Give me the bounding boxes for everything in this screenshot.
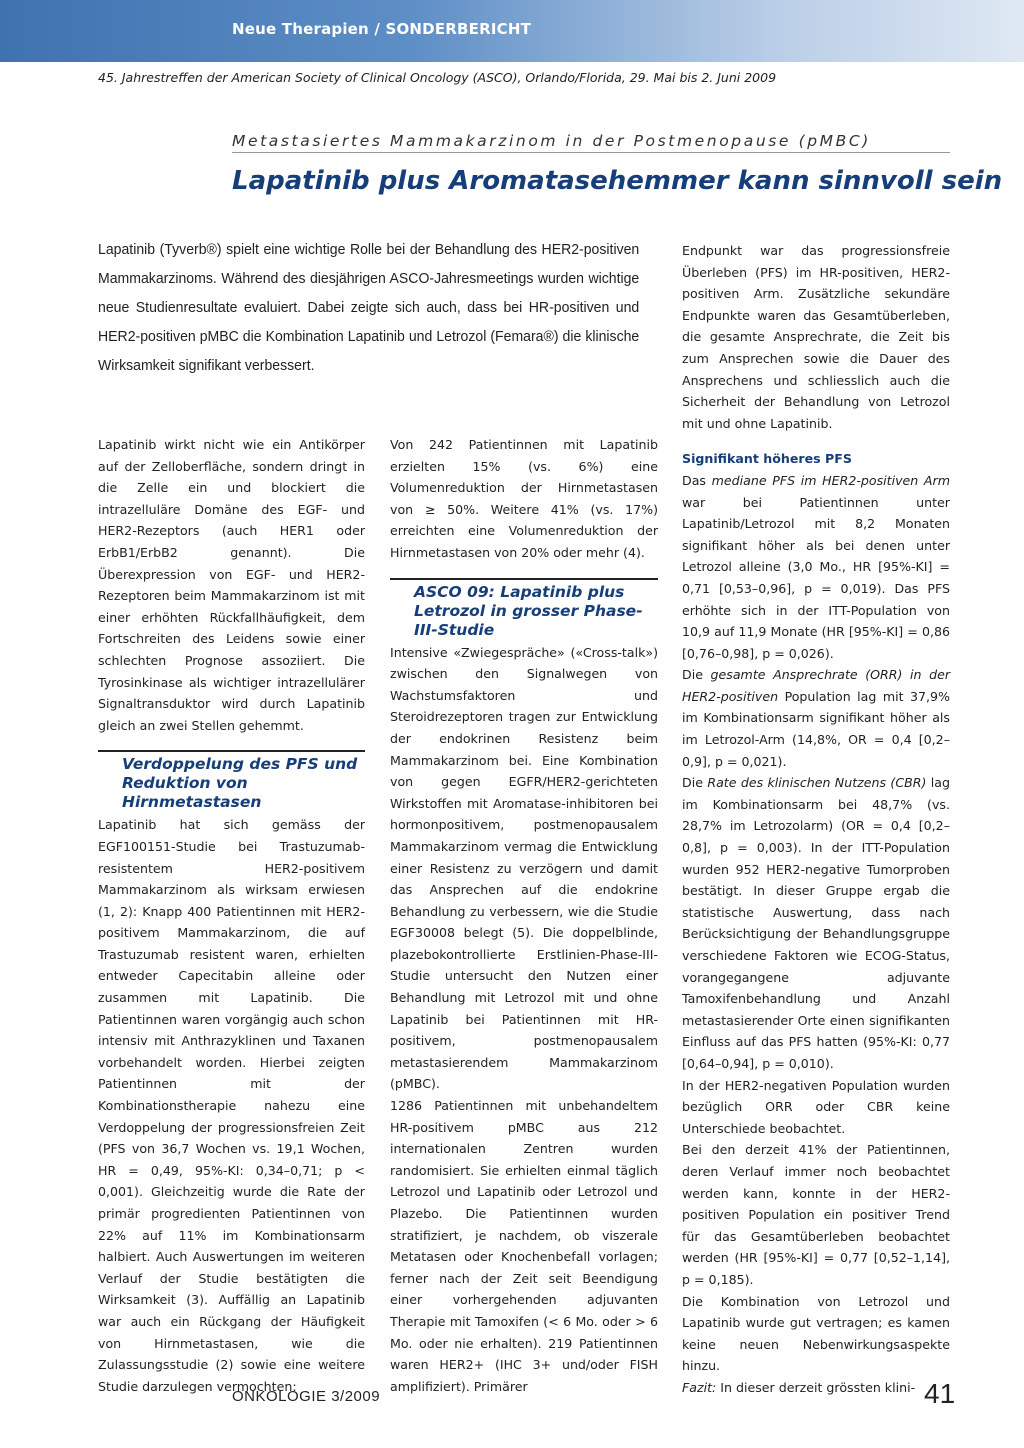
- text: In dieser derzeit grössten klini-: [716, 1379, 916, 1395]
- paragraph: Bei den derzeit 41% der Patientinnen, deren Verlauf immer noch beobachtet werden kann, konnte in der HER2-positiven Population ein positiver Trend für das Gesamtüberleben beobachtet werden (HR [95%-KI] = 0,77 [0,52–1,14], p = 0,185).: [682, 1142, 950, 1287]
- text: Die: [682, 667, 711, 683]
- text: lag im Kombinationsarm bei 48,7% (vs. 28,7% im Letrozolarm) (OR = 0,4 [0,2–0,8], p = 0,003). In der ITT-Population wurden 952 HER2-negative Tumorproben bestätigt. In dieser Gruppe ergab die statistische Auswertung, dass nach Berücksichtigung der Behandlungsgruppe verschiedene Faktoren wie ECOG-Status, vorangegangene adjuvante Tamoxifenbehandlung und Anzahl metastasierender Orte einen signifikanten Einfluss auf das PFS hatten (95%-KI: 0,77 [0,64–0,94], p = 0,010).: [682, 775, 950, 1071]
- emphasis: mediane PFS im HER2-positiven Arm: [711, 472, 950, 488]
- paragraph: [682, 772, 950, 1074]
- article-lead: Lapatinib (Tyverb®) spielt eine wichtige Rolle bei der Behandlung des HER2-positiven Mammakarzinoms. Während des diesjährigen ASCO-Jahresmeetings wurden wichtige neue Studienresultate evaluiert. Dabei zeigte sich auch, dass bei HR-positiven und HER2-positiven pMBC die Kombination Lapatinib und Letrozol (Femara®) die klinische Wirksamkeit signifikant verbessert.: [98, 242, 640, 374]
- article-kicker: Metastasiertes Mammakarzinom in der Postmenopause (pMBC): [232, 132, 950, 153]
- paragraph: [682, 470, 950, 664]
- paragraph: [682, 1377, 950, 1399]
- emphasis: Fazit:: [682, 1379, 717, 1395]
- column-2: [390, 434, 658, 1397]
- section-heading: ASCO 09: Lapatinib plus Letrozol in grosser Phase-III-Studie: [390, 578, 658, 642]
- paragraph: Lapatinib hat sich gemäss der EGF100151-Studie bei Trastuzumab-resistentem HER2-positivem Mammakarzinom als wirksam erwiesen (1, 2): Knapp 400 Patientinnen mit HER2-positivem Mammakarzinom, die auf Trastuzumab resistent waren, erhielten entweder Capecitabin alleine oder zusammen mit Lapatinib. Die Patientinnen waren vorgängig auch schon intensiv mit Anthrazyklinen und Taxanen vorbehandelt worden. Hierbei zeigten Patientinnen mit der Kombinationstherapie nahezu eine Verdoppelung der progressionsfreien Zeit (PFS von 36,7 Wochen vs. 19,1 Wochen, HR = 0,49, 95%-KI: 0,34–0,71; p < 0,001). Gleichzeitig wurde die Rate der primär progredienten Patientinnen von 22% auf 11% im Kombinationsarm halbiert. Auch Auswertungen im weiteren Verlauf der Studie bestätigten die Wirksamkeit (3). Auffällig an Lapatinib war auch ein Rückgang der Häufigkeit von Hirnmetastasen, wie die Zulassungsstudie (2) sowie eine weitere Studie darzulegen vermochten:: [98, 817, 365, 1394]
- paragraph: Intensive «Zwiegespräche» («Cross-talk») zwischen den Signalwegen von Wachstumsfaktoren und Steroidrezeptoren tragen zur Entwicklung der endokrinen Resistenz beim Mammakarzinom bei. Eine Kombination von gegen EGFR/HER2-gerichteten Wirkstoffen mit Aromatase-inhibitoren bei hormonpositivem, postmenopausalem Mammakarzinom vermag die Entwicklung einer Resistenz zu verzögern und damit das Ansprechen auf die endokrine Behandlung zu verbessern, wie die Studie EGF30008 belegt (5). Die doppelblinde, plazebokontrollierte Erstlinien-Phase-III-Studie untersucht den Nutzen einer Behandlung mit Letrozol mit und ohne Lapatinib bei Patientinnen mit HR-positivem, postmenopausalem metastasierendem Mammakarzinom (pMBC).: [390, 644, 658, 1092]
- paragraph: 1286 Patientinnen mit unbehandeltem HR-positivem pMBC aus 212 internationalen Zentren wurden randomisiert. Sie erhielten einmal täglich Letrozol und Lapatinib oder Letrozol und Plazebo. Die Patientinnen wurden stratifiziert, je nachdem, ob viszerale Metatasen oder Knochenbefall vorlagen; ferner nach der Zeit seit Beendigung einer vorhergehenden adjuvanten Therapie mit Tamoxifen (< 6 Mo. oder > 6 Mo. oder nie erhalten). 219 Patientinnen waren HER2+ (IHC 3+ und/oder FISH amplifiziert). Primärer: [390, 1098, 658, 1394]
- paragraph: Von 242 Patientinnen mit Lapatinib erzielten 15% (vs. 6%) eine Volumenreduktion der Hirnmetastasen von ≥ 50%. Weitere 41% (vs. 17%) erreichten eine Volumenreduktion der Hirnmetastasen von 20% oder mehr (4).: [390, 437, 658, 560]
- text: Die: [682, 775, 708, 791]
- conference-subtitle: 45. Jahrestreffen der American Society of Clinical Oncology (ASCO), Orlando/Florida, 29. Mai bis 2. Juni 2009: [98, 70, 777, 85]
- paragraph: In der HER2-negativen Population wurden bezüglich ORR oder CBR keine Unterschiede beobachtet.: [682, 1077, 950, 1136]
- section-heading: Signifikant höheres PFS: [682, 451, 852, 467]
- section-heading: Verdoppelung des PFS und Reduktion von Hirnmetastasen: [98, 750, 365, 814]
- journal-label: ONKOLOGIE 3/2009: [232, 1388, 381, 1405]
- section-title: Neue Therapien / SONDERBERICHT: [232, 20, 532, 38]
- emphasis: Rate des klinischen Nutzens (CBR): [707, 775, 927, 791]
- paragraph: [682, 664, 950, 772]
- header-band: [0, 0, 1024, 62]
- column-1: [98, 434, 365, 1397]
- emphasis: gesamte Ansprechrate (ORR) in der HER2-positiven: [682, 667, 950, 704]
- text: Das: [682, 472, 712, 488]
- column-3: [682, 240, 950, 1398]
- paragraph: Endpunkt war das progressionsfreie Überleben (PFS) im HR-positiven, HER2-positiven Arm. Zusätzliche sekundäre Endpunkte waren das Gesamtüberleben, die gesamte Ansprechrate, die Zeit bis zum Ansprechen sowie die Dauer des Ansprechens und schliesslich auch die Sicherheit der Behandlung von Letrozol mit und ohne Lapatinib.: [682, 243, 950, 431]
- paragraph: Lapatinib wirkt nicht wie ein Antikörper auf der Zelloberfläche, sondern dringt in die Zelle ein und blockiert die intrazelluläre Domäne des EGF- und HER2-Rezeptors (auch HER1 oder ErbB1/ErbB2 genannt). Die Überexpression von EGF- und HER2-Rezeptoren beim Mammakarzinom ist mit einer erhöhten Rückfallhäufigkeit, dem Fortschreiten des Leidens sowie einer schlechten Prognose assoziiert. Die Tyrosinkinase als wichtiger intrazellulärer Signaltransduktor wird durch Lapatinib gleich an zwei Stellen gehemmt.: [98, 437, 365, 733]
- paragraph: Die Kombination von Letrozol und Lapatinib wurde gut vertragen; es kamen keine neuen Nebenwirkungsaspekte hinzu.: [682, 1293, 950, 1374]
- text: war bei Patientinnen unter Lapatinib/Letrozol mit 8,2 Monaten signifikant höher als bei denen unter Letrozol alleine (3,0 Mo., HR [95%-KI] = 0,71 [0,53–0,96], p = 0,019). Das PFS erhöhte sich in der ITT-Population von 10,9 auf 11,9 Monate (HR [95%-KI] = 0,86 [0,76–0,98], p = 0,026).: [682, 494, 950, 661]
- article-headline: Lapatinib plus Aromatasehemmer kann sinnvoll sein: [232, 166, 1003, 196]
- page-number: 41: [924, 1378, 956, 1409]
- text: Population lag mit 37,9% im Kombinationsarm signifikant höher als im Letrozol-Arm (14,8%, OR = 0,4 [0,2–0,9], p = 0,021).: [682, 688, 950, 769]
